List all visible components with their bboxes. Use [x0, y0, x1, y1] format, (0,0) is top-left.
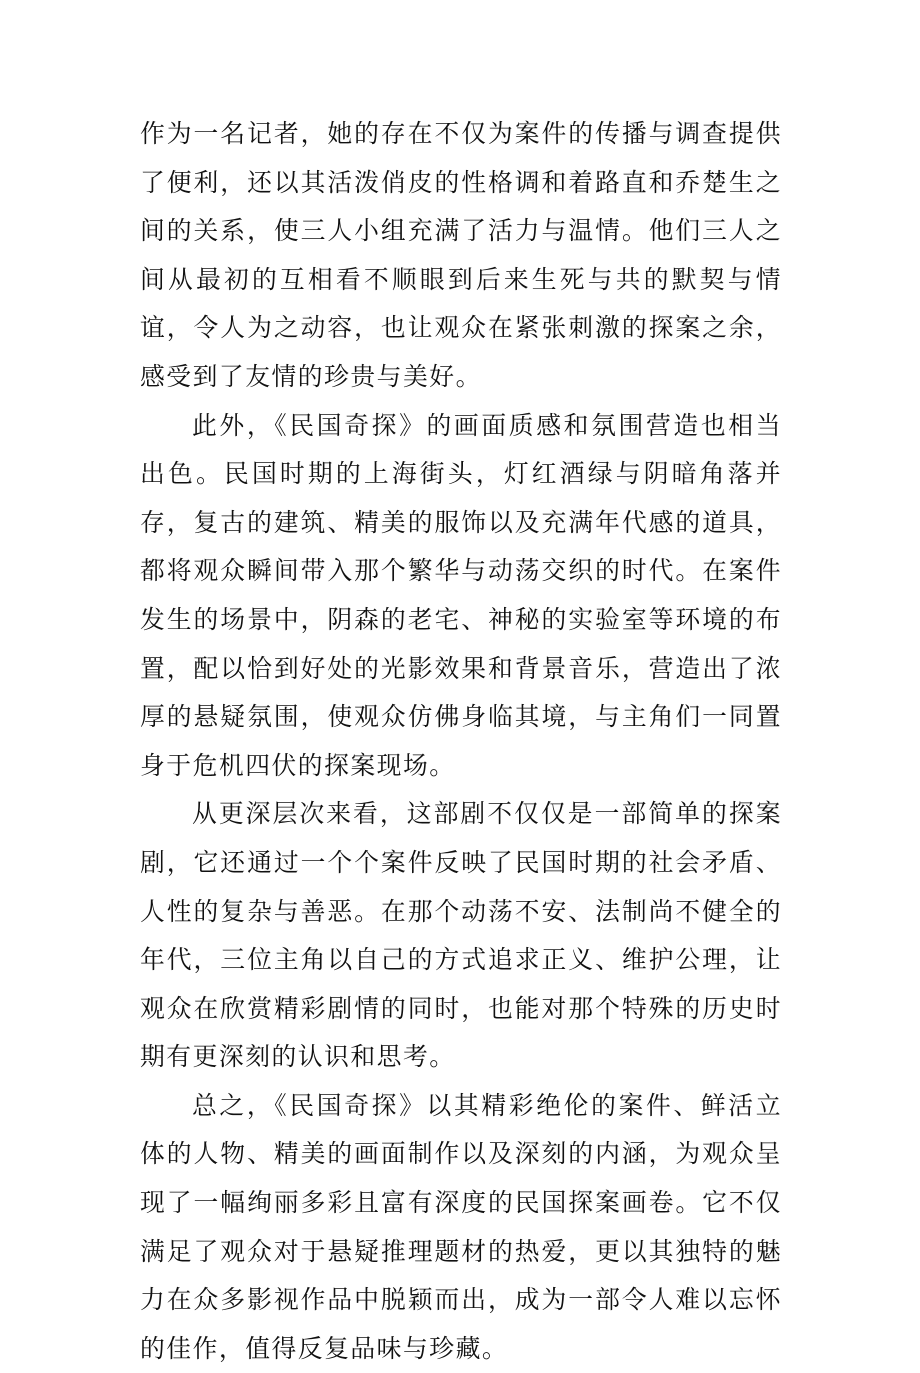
paragraph-1: 作为一名记者，她的存在不仅为案件的传播与调查提供了便利，还以其活泼俏皮的性格调和着路直和乔楚生之间的关系，使三人小组充满了活力与温情。他们三人之间从最初的互相看不顺眼到后来生死与共的默契与情谊，令人为之动容，也让观众在紧张刺激的探案之余，感受到了友情的珍贵与美好。: [140, 119, 782, 391]
paragraph-2: 此外，《民国奇探》的画面质感和氛围营造也相当出色。民国时期的上海街头，灯红酒绿与阴暗角落并存，复古的建筑、精美的服饰以及充满年代感的道具，都将观众瞬间带入那个繁华与动荡交织的时代。在案件发生的场景中，阴森的老宅、神秘的实验室等环境的布置，配以恰到好处的光影效果和背景音乐，营造出了浓厚的悬疑氛围，使观众仿佛身临其境，与主角们一同置身于危机四伏的探案现场。: [140, 410, 782, 780]
paragraph-4: 总之，《民国奇探》以其精彩绝伦的案件、鲜活立体的人物、精美的画面制作以及深刻的内涵，为观众呈现了一幅绚丽多彩且富有深度的民国探案画卷。它不仅满足了观众对于悬疑推理题材的热爱，更以其独特的魅力在众多影视作品中脱颖而出，成为一部令人难以忘怀的佳作，值得反复品味与珍藏。: [140, 1090, 782, 1363]
document-body: [140, 110, 782, 1373]
paragraph-3: 从更深层次来看，这部剧不仅仅是一部简单的探案剧，它还通过一个个案件反映了民国时期的社会矛盾、人性的复杂与善恶。在那个动荡不安、法制尚不健全的年代，三位主角以自己的方式追求正义、维护公理，让观众在欣赏精彩剧情的同时，也能对那个特殊的历史时期有更深刻的认识和思考。: [140, 799, 782, 1072]
